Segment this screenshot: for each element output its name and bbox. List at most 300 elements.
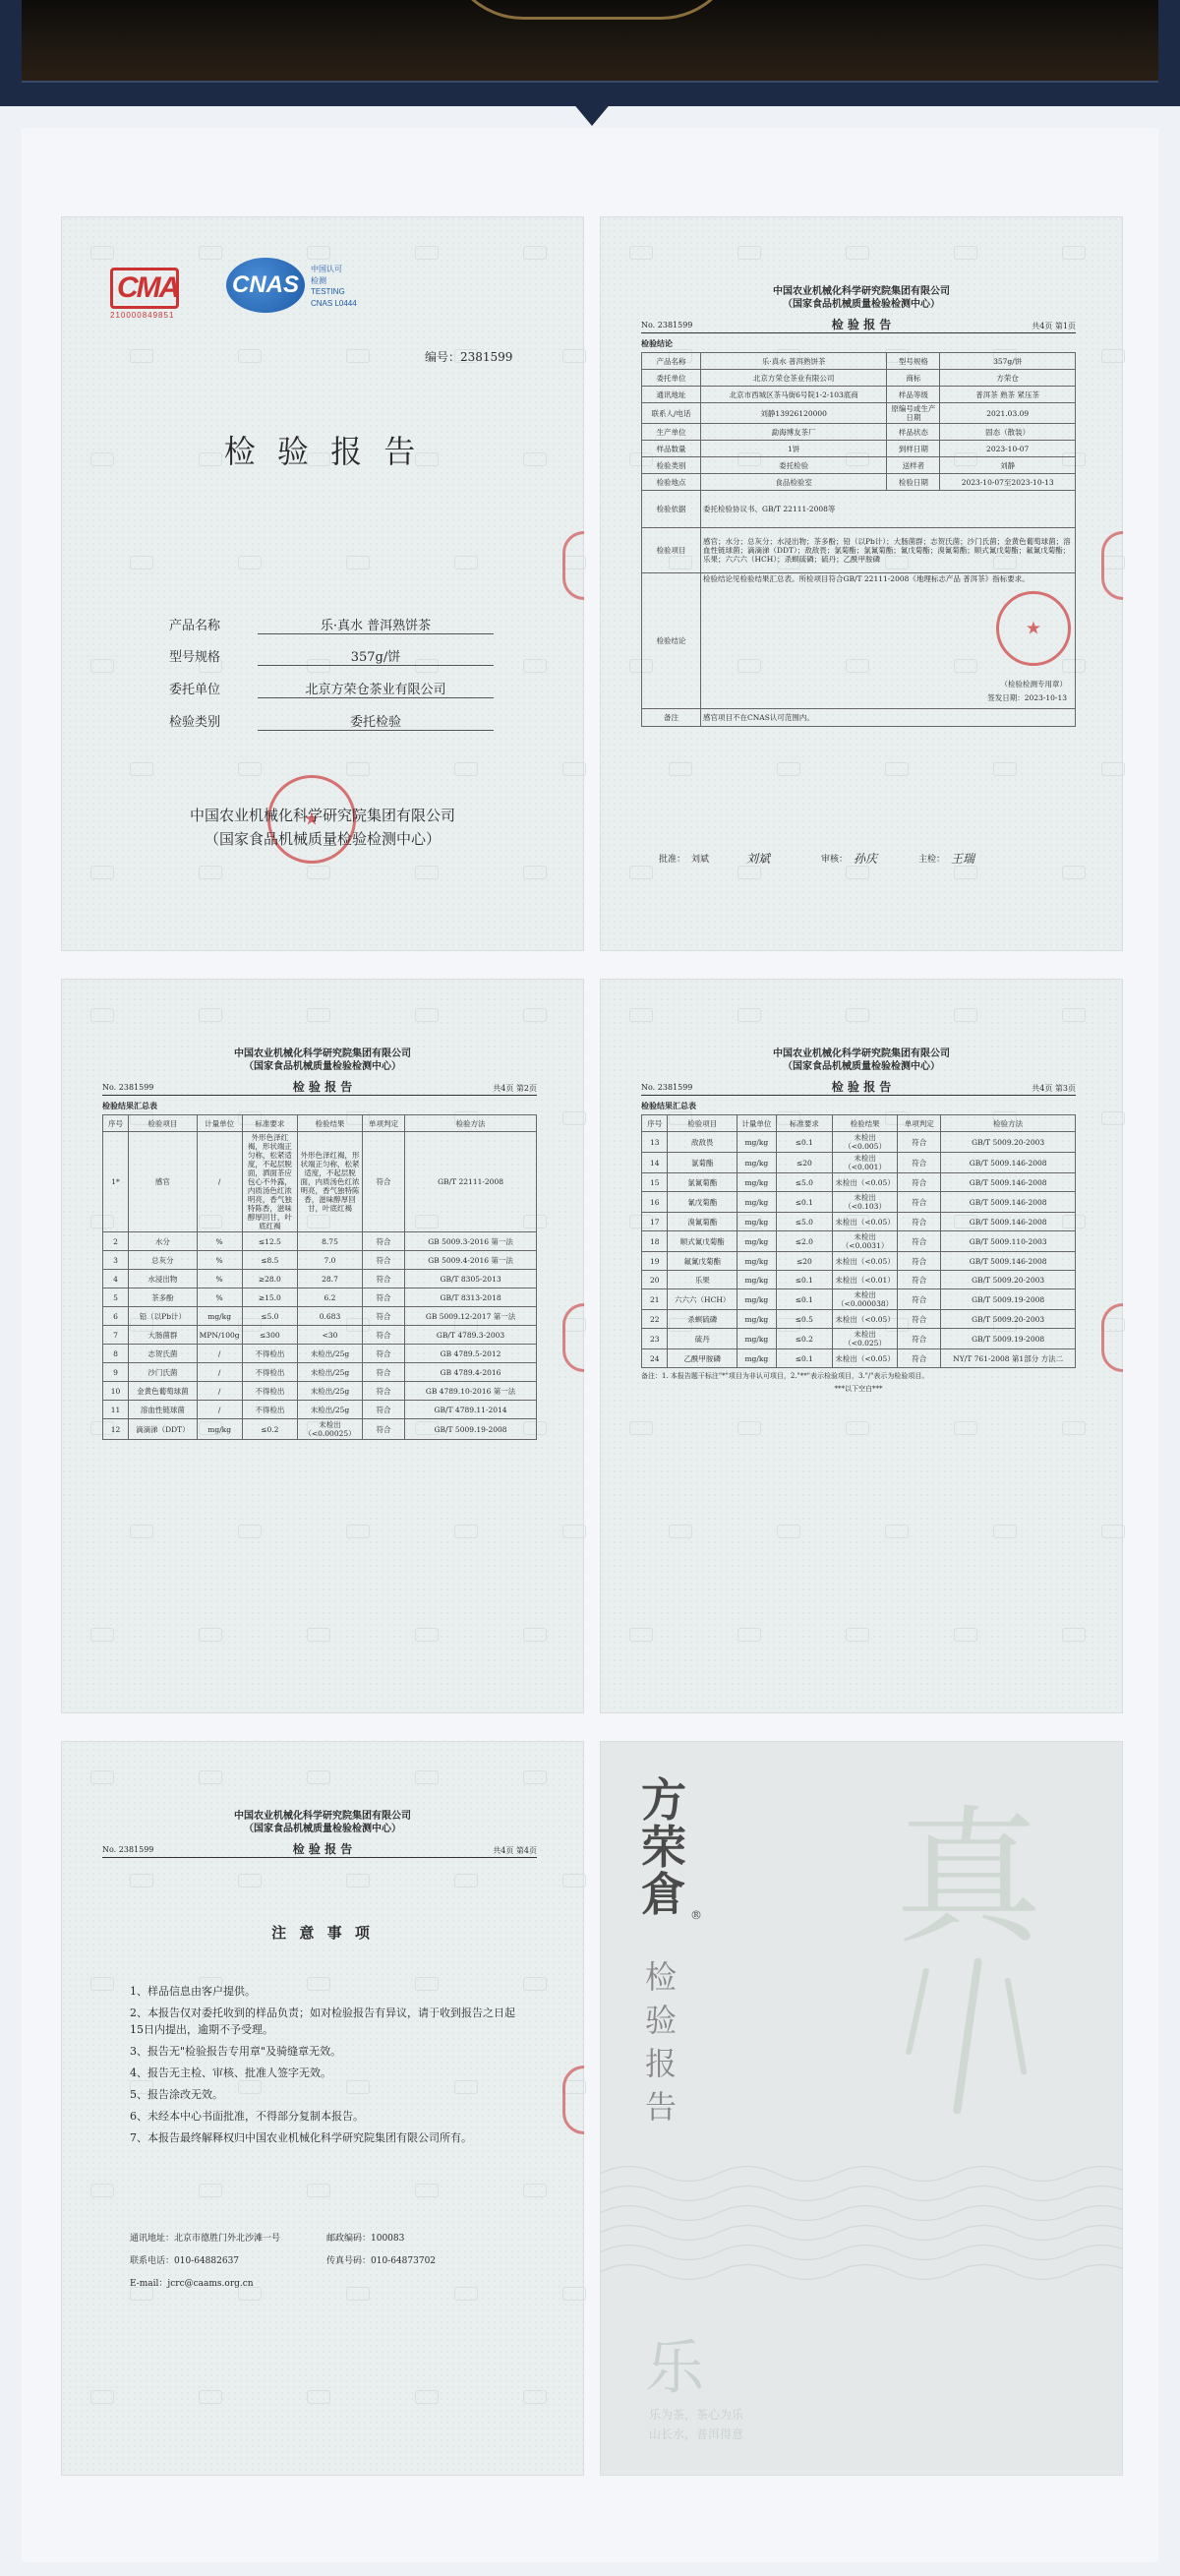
cnas-cn2-text: 检测	[311, 276, 326, 285]
page-indicator: 共4页 第4页	[493, 1846, 537, 1855]
table-cell: GB/T 8305-2013	[405, 1270, 537, 1288]
brand-zhen-char: 真	[895, 1793, 1043, 1964]
watermark-icon	[1101, 349, 1125, 363]
notice-item: 6、未经本中心书面批准，不得部分复制本报告。	[130, 2110, 364, 2123]
report-title: 检 验 报 告	[292, 1842, 353, 1856]
watermark-icon	[346, 1874, 370, 1887]
info-label: 委托单位	[642, 370, 701, 387]
table-cell: 6.2	[298, 1288, 363, 1307]
watermark-icon	[307, 866, 330, 879]
edge-seal	[562, 1303, 584, 1372]
table-row	[103, 1251, 537, 1270]
watermark-icon	[307, 2184, 330, 2197]
basis-value: 委托检验协议书、GB/T 22111-2008等	[701, 491, 1076, 528]
table-cell: GB/T 5009.146-2008	[941, 1173, 1076, 1192]
table-row	[103, 1419, 537, 1440]
banner-arc-decoration	[444, 0, 739, 20]
watermark-icon	[523, 2390, 547, 2404]
table-cell: 符合	[362, 1288, 404, 1307]
info-value: 2023-10-07	[940, 441, 1076, 457]
brand-logo: 方荣倉	[641, 1773, 686, 1921]
table-cell: 0.683	[298, 1307, 363, 1326]
header-rule	[102, 1857, 537, 1858]
table-row	[642, 1173, 1076, 1192]
table-row	[642, 1192, 1076, 1213]
brand-cover-page	[600, 1741, 1123, 2476]
notice-item: 1、样品信息由客户提供。	[130, 1985, 256, 1998]
contact-line: 邮政编码：100083	[326, 2234, 405, 2244]
contact-line: 联系电话：010-64882637	[130, 2256, 240, 2266]
watermark-icon	[1101, 762, 1125, 776]
watermark-icon	[562, 1525, 586, 1538]
table-cell: GB/T 5009.20-2003	[941, 1271, 1076, 1289]
watermark-icon	[130, 349, 153, 363]
watermark-icon	[199, 246, 222, 260]
contact-info	[130, 2231, 523, 2289]
table-cell: 茶多酚	[129, 1288, 198, 1307]
conclusion-text: 检验结论见检验结果汇总表。所检项目符合GB/T 22111-2008《地理标志产品 普洱茶》指标要求。	[703, 574, 1030, 583]
edge-seal	[562, 531, 584, 600]
banner-image	[22, 0, 1158, 83]
table-cell: 20	[642, 1271, 668, 1289]
signature-row: 批准： 刘斌 刘斌 审核： 孙庆 主检： 王瑞	[659, 852, 975, 866]
watermark-icon	[454, 2287, 478, 2301]
remark-label: 备注	[642, 709, 701, 727]
field-client: 委托单位 北京方荣仓茶业有限公司	[169, 679, 494, 698]
info-value: 357g/饼	[940, 353, 1076, 370]
watermark-icon	[238, 2287, 262, 2301]
watermark-icon	[993, 1525, 1017, 1538]
watermark-icon	[415, 1770, 439, 1784]
column-header: 检验项目	[129, 1115, 198, 1132]
table-cell: ≤0.1	[776, 1192, 832, 1213]
watermark-icon	[307, 1628, 330, 1642]
table-cell: 顺式氰戊菊酯	[668, 1231, 738, 1252]
info-label: 生产单位	[642, 424, 701, 441]
table-cell: GB/T 5009.146-2008	[941, 1252, 1076, 1271]
table-cell: 符合	[898, 1329, 941, 1349]
watermark-icon	[738, 1008, 761, 1022]
table-cell: 12	[103, 1419, 129, 1440]
table-row	[642, 1271, 1076, 1289]
river-decoration	[895, 1947, 1052, 2134]
table-cell: 未检出（<0.01）	[833, 1271, 898, 1289]
column-header: 序号	[642, 1115, 668, 1132]
info-value: 食品检验室	[701, 474, 887, 491]
table-cell: mg/kg	[738, 1252, 777, 1271]
watermark-icon	[954, 246, 977, 260]
watermark-icon	[954, 866, 977, 879]
table-cell: ≤20	[776, 1153, 832, 1173]
table-cell: 未检出/25g	[298, 1401, 363, 1419]
watermark-icon	[90, 1628, 114, 1642]
table-row	[642, 1153, 1076, 1173]
table-cell: 未检出（<0.0031）	[833, 1231, 898, 1252]
watermark-icon	[523, 1628, 547, 1642]
table-cell: 1*	[103, 1132, 129, 1232]
watermark-icon	[846, 1628, 869, 1642]
watermark-icon	[1062, 1008, 1086, 1022]
reviewer-signature: 孙庆	[854, 852, 878, 866]
table-cell: GB/T 5009.110-2003	[941, 1231, 1076, 1252]
watermark-icon	[885, 762, 909, 776]
report-header: 中国农业机械化科学研究院集团有限公司 （国家食品机械质量检验检测中心）	[773, 286, 950, 310]
table-row	[642, 1349, 1076, 1368]
watermark-icon	[993, 762, 1017, 776]
table-row	[642, 1132, 1076, 1153]
table-cell: GB 4789.4-2016	[405, 1363, 537, 1382]
table-cell: 未检出（<0.05）	[833, 1310, 898, 1329]
watermark-icon	[1101, 1111, 1125, 1125]
watermark-icon	[346, 762, 370, 776]
watermark-icon	[346, 349, 370, 363]
table-cell: ≤0.1	[776, 1271, 832, 1289]
watermark-icon	[1062, 1421, 1086, 1435]
info-value: 乐·真水 普洱熟饼茶	[701, 353, 887, 370]
table-cell: GB/T 5009.146-2008	[941, 1192, 1076, 1213]
watermark-icon	[307, 1008, 330, 1022]
remark-value: 感官项目不在CNAS认可范围内。	[701, 709, 1076, 727]
table-row	[103, 1232, 537, 1251]
watermark-icon	[846, 866, 869, 879]
table-cell: 未检出（<0.00025）	[298, 1419, 363, 1440]
contact-line: 传真号码：010-64873702	[326, 2256, 437, 2266]
table-cell: GB/T 5009.19-2008	[941, 1329, 1076, 1349]
table-cell: 不得检出	[242, 1401, 297, 1419]
report-conclusion-page	[600, 216, 1123, 951]
table-cell: mg/kg	[738, 1310, 777, 1329]
report-title: 检 验 报 告	[292, 1080, 353, 1094]
watermark-icon	[415, 1008, 439, 1022]
section-title: 检验结论	[641, 338, 673, 348]
section-title: 检验结果汇总表	[102, 1101, 157, 1110]
checker-signature: 王瑞	[951, 852, 975, 866]
table-cell: ≤0.1	[776, 1289, 832, 1310]
table-cell: %	[197, 1288, 242, 1307]
brand-subtitle-char: 验	[644, 2002, 677, 2039]
table-cell: GB/T 5009.146-2008	[941, 1213, 1076, 1231]
table-cell: 六六六（HCH）	[668, 1289, 738, 1310]
brand-le-char: 乐	[645, 2334, 704, 2403]
watermark-icon	[199, 2390, 222, 2404]
table-cell: 不得检出	[242, 1382, 297, 1401]
table-cell: 18	[642, 1231, 668, 1252]
watermark-icon	[562, 349, 586, 363]
table-cell: 不得检出	[242, 1345, 297, 1363]
watermark-icon	[885, 1525, 909, 1538]
table-cell: ≤5.0	[776, 1213, 832, 1231]
watermark-icon	[130, 556, 153, 569]
watermark-icon	[1062, 246, 1086, 260]
org-subname: （国家食品机械质量检验检测中心）	[204, 830, 441, 848]
results-table	[641, 1114, 1076, 1394]
header-rule	[641, 332, 1076, 333]
results-page-2	[600, 979, 1123, 1713]
table-cell: mg/kg	[738, 1271, 777, 1289]
table-cell: ≤20	[776, 1252, 832, 1271]
watermark-icon	[199, 1008, 222, 1022]
table-cell: 符合	[362, 1270, 404, 1288]
conclusion-table	[641, 352, 1076, 727]
table-cell: 未检出/25g	[298, 1382, 363, 1401]
table-cell: NY/T 761-2008 第1部分 方法二	[941, 1349, 1076, 1368]
table-cell: ≤5.0	[242, 1307, 297, 1326]
watermark-icon	[454, 762, 478, 776]
table-cell: 符合	[898, 1231, 941, 1252]
info-value: 北京市西城区茶马街6号院1-2-103底商	[701, 387, 887, 403]
brand-subtitle-char: 告	[644, 2088, 677, 2126]
table-row	[103, 1382, 537, 1401]
watermark-icon	[738, 866, 761, 879]
cnas-testing-text: TESTING	[311, 287, 345, 296]
info-value: 刘静	[940, 457, 1076, 474]
field-product: 产品名称 乐·真水 普洱熟饼茶	[169, 615, 494, 634]
table-cell: 符合	[898, 1310, 941, 1329]
table-cell: 未检出（<0.05）	[833, 1349, 898, 1368]
table-cell: 符合	[898, 1173, 941, 1192]
table-cell: ≤300	[242, 1326, 297, 1345]
table-cell: /	[197, 1132, 242, 1232]
table-cell: 乙酰甲胺磷	[668, 1349, 738, 1368]
table-cell: 16	[642, 1192, 668, 1213]
watermark-icon	[415, 1628, 439, 1642]
watermark-icon	[954, 1008, 977, 1022]
table-cell: 水分	[129, 1232, 198, 1251]
table-cell: 符合	[898, 1192, 941, 1213]
table-cell: 不得检出	[242, 1363, 297, 1382]
cnas-cn-text: 中国认可	[311, 265, 342, 273]
column-header: 计量单位	[738, 1115, 777, 1132]
table-cell: 5	[103, 1288, 129, 1307]
table-cell: 4	[103, 1270, 129, 1288]
table-cell: 未检出（<0.000038）	[833, 1289, 898, 1310]
table-cell: 2	[103, 1232, 129, 1251]
cnas-number: CNAS L0444	[311, 299, 357, 308]
table-cell: ≥15.0	[242, 1288, 297, 1307]
info-value: 方荣仓	[940, 370, 1076, 387]
report-header: 中国农业机械化科学研究院集团有限公司 （国家食品机械质量检验检测中心）	[234, 1048, 411, 1072]
table-cell: GB/T 5009.20-2003	[941, 1132, 1076, 1153]
page-indicator: 共4页 第3页	[1032, 1084, 1076, 1093]
table-cell: 28.7	[298, 1270, 363, 1288]
table-cell: 15	[642, 1173, 668, 1192]
watermark-icon	[954, 1628, 977, 1642]
watermark-icon	[669, 762, 692, 776]
table-cell: ≤0.2	[776, 1329, 832, 1349]
watermark-icon	[415, 2390, 439, 2404]
table-cell: 外形色泽红褐，形状端正匀称，松紧适度，不起层脱面，内质汤色红浓明亮，香气独特陈香，滋味醇厚回甘，叶底红褐	[298, 1132, 363, 1232]
table-cell: 符合	[898, 1271, 941, 1289]
watermark-icon	[846, 1008, 869, 1022]
red-seal	[996, 591, 1071, 666]
table-cell: 志贺氏菌	[129, 1345, 198, 1363]
watermark-icon	[90, 1977, 114, 1991]
results-table	[102, 1114, 537, 1440]
table-cell: 未检出（<0.05）	[833, 1252, 898, 1271]
table-row	[103, 1132, 537, 1232]
cnas-logo	[226, 258, 374, 317]
table-cell: /	[197, 1401, 242, 1419]
watermark-icon	[238, 762, 262, 776]
table-cell: 滴滴涕（DDT）	[129, 1419, 198, 1440]
edge-seal	[1101, 531, 1123, 600]
watermark-icon	[238, 1874, 262, 1887]
table-cell: 未检出（<0.001）	[833, 1153, 898, 1173]
table-cell: 沙门氏菌	[129, 1363, 198, 1382]
table-cell: 符合	[898, 1349, 941, 1368]
watermark-icon	[346, 556, 370, 569]
seal-note: （检验检测专用章）	[1000, 680, 1067, 689]
watermark-icon	[307, 2390, 330, 2404]
column-header: 标准要求	[242, 1115, 297, 1132]
cma-logo	[110, 268, 179, 319]
watermark-icon	[90, 866, 114, 879]
watermark-icon	[523, 659, 547, 673]
column-header: 检验方法	[941, 1115, 1076, 1132]
contact-line: 通讯地址：北京市德胜门外北沙滩一号	[130, 2234, 281, 2244]
watermark-icon	[523, 1977, 547, 1991]
table-cell: 水浸出物	[129, 1270, 198, 1288]
table-cell: GB/T 5009.20-2003	[941, 1310, 1076, 1329]
table-cell: 22	[642, 1310, 668, 1329]
basis-label: 检验依据	[642, 491, 701, 528]
table-cell: 金黄色葡萄球菌	[129, 1382, 198, 1401]
info-label: 通讯地址	[642, 387, 701, 403]
watermark-icon	[629, 1421, 653, 1435]
watermark-icon	[130, 2287, 153, 2301]
table-cell: 符合	[362, 1382, 404, 1401]
watermark-icon	[669, 1525, 692, 1538]
registered-mark: ®	[690, 1908, 702, 1922]
watermark-icon	[777, 762, 800, 776]
sign-date: 签发日期：2023-10-13	[987, 693, 1067, 702]
table-cell: 符合	[898, 1252, 941, 1271]
watermark-icon	[777, 1525, 800, 1538]
table-cell: 氯菊酯	[668, 1153, 738, 1173]
report-title: 检 验 报 告	[831, 318, 892, 331]
table-cell: %	[197, 1270, 242, 1288]
banner-notch	[572, 102, 612, 126]
report-header: 中国农业机械化科学研究院集团有限公司 （国家食品机械质量检验检测中心）	[234, 1811, 411, 1834]
approver-name: 刘斌	[691, 855, 710, 865]
info-label: 联系人/电话	[642, 403, 701, 424]
report-no: No. 2381599	[641, 1083, 693, 1092]
table-cell: 未检出/25g	[298, 1363, 363, 1382]
table-cell: %	[197, 1232, 242, 1251]
column-header: 检验结果	[298, 1115, 363, 1132]
info-label: 送样者	[887, 457, 940, 474]
notice-item: 5、报告涂改无效。	[130, 2088, 223, 2101]
table-cell: 符合	[362, 1326, 404, 1345]
watermark-icon	[1062, 866, 1086, 879]
report-header: 中国农业机械化科学研究院集团有限公司 （国家食品机械质量检验检测中心）	[773, 1048, 950, 1072]
table-cell: 17	[642, 1213, 668, 1231]
watermark-icon	[346, 2287, 370, 2301]
table-cell: 6	[103, 1307, 129, 1326]
cma-text: CMA	[110, 268, 179, 309]
table-cell: ≥28.0	[242, 1270, 297, 1288]
watermark-icon	[130, 762, 153, 776]
table-cell: 符合	[362, 1307, 404, 1326]
table-cell: mg/kg	[738, 1329, 777, 1349]
table-cell: ≤12.5	[242, 1232, 297, 1251]
table-cell: GB/T 4789.3-2003	[405, 1326, 537, 1345]
watermark-icon	[238, 556, 262, 569]
table-cell: 未检出（<0.05）	[833, 1213, 898, 1231]
table-cell: GB 5009.4-2016 第一法	[405, 1251, 537, 1270]
watermark-icon	[415, 2184, 439, 2197]
watermark-icon	[629, 1008, 653, 1022]
table-cell: mg/kg	[738, 1289, 777, 1310]
items-value: 感官；水分；总灰分；水浸出物；茶多酚；铅（以Pb计）；大肠菌群；志贺氏菌；沙门氏菌；金黄色葡萄球菌；溶血性链球菌；滴滴涕（DDT）；敌敌畏；氯菊酯；氯氰菊酯；氰戊菊酯；溴氰菊酯；顺式氰戊菊酯；氟氰戊菊酯；乐果；六六六（HCH）；杀螟硫磷；硫丹；乙酰甲胺磷	[701, 528, 1076, 573]
table-cell: 总灰分	[129, 1251, 198, 1270]
table-note: 备注：1. 本报告题干标注"*"项目为非认可项目，2."**"表示检验项目，3."/"表示为检验项目。	[641, 1372, 929, 1380]
watermark-icon	[238, 1525, 262, 1538]
info-label: 样品数量	[642, 441, 701, 457]
watermark-icon	[629, 246, 653, 260]
table-row	[642, 1329, 1076, 1349]
conclusion-cell	[701, 573, 1076, 709]
notice-item: 7、本报告最终解释权归中国农业机械化科学研究院集团有限公司所有。	[130, 2131, 472, 2144]
table-cell: mg/kg	[738, 1132, 777, 1153]
watermark-icon	[738, 246, 761, 260]
table-row	[103, 1345, 537, 1363]
table-cell: 19	[642, 1252, 668, 1271]
edge-seal	[1101, 1303, 1123, 1372]
table-cell: 3	[103, 1251, 129, 1270]
info-value: 2023-10-07至2023-10-13	[940, 474, 1076, 491]
table-cell: ≤0.5	[776, 1310, 832, 1329]
page-indicator: 共4页 第2页	[493, 1084, 537, 1093]
notice-list	[130, 1983, 523, 2151]
watermark-icon	[846, 246, 869, 260]
info-value: 2021.03.09	[940, 403, 1076, 424]
watermark-icon	[199, 2184, 222, 2197]
table-cell: 氟氰戊菊酯	[668, 1252, 738, 1271]
brand-subtitle-char: 检	[644, 1958, 677, 1996]
column-header: 计量单位	[197, 1115, 242, 1132]
info-label: 商标	[887, 370, 940, 387]
table-cell: /	[197, 1363, 242, 1382]
table-cell: 未检出（<0.025）	[833, 1329, 898, 1349]
table-cell: GB/T 5009.19-2008	[405, 1419, 537, 1440]
watermark-icon	[1062, 1628, 1086, 1642]
table-cell: /	[197, 1382, 242, 1401]
page-indicator: 共4页 第1页	[1032, 322, 1076, 330]
watermark-icon	[238, 349, 262, 363]
watermark-icon	[954, 1421, 977, 1435]
notice-page	[61, 1741, 584, 2476]
watermark-icon	[738, 1628, 761, 1642]
table-cell: 符合	[362, 1232, 404, 1251]
table-cell: ≤0.2	[242, 1419, 297, 1440]
table-row	[642, 1252, 1076, 1271]
info-label: 产品名称	[642, 353, 701, 370]
header-rule	[641, 1095, 1076, 1096]
table-cell: 8	[103, 1345, 129, 1363]
info-row	[642, 370, 1076, 387]
table-cell: 符合	[362, 1419, 404, 1440]
table-cell: mg/kg	[738, 1231, 777, 1252]
table-cell: GB/T 4789.11-2014	[405, 1401, 537, 1419]
field-model: 型号规格 357g/饼	[169, 646, 494, 666]
table-cell: /	[197, 1345, 242, 1363]
table-row	[103, 1363, 537, 1382]
watermark-icon	[415, 246, 439, 260]
brand-motto-1: 乐为茶，茶心为乐	[649, 2408, 744, 2422]
table-cell: 溶血性链球菌	[129, 1401, 198, 1419]
table-cell: 24	[642, 1349, 668, 1368]
